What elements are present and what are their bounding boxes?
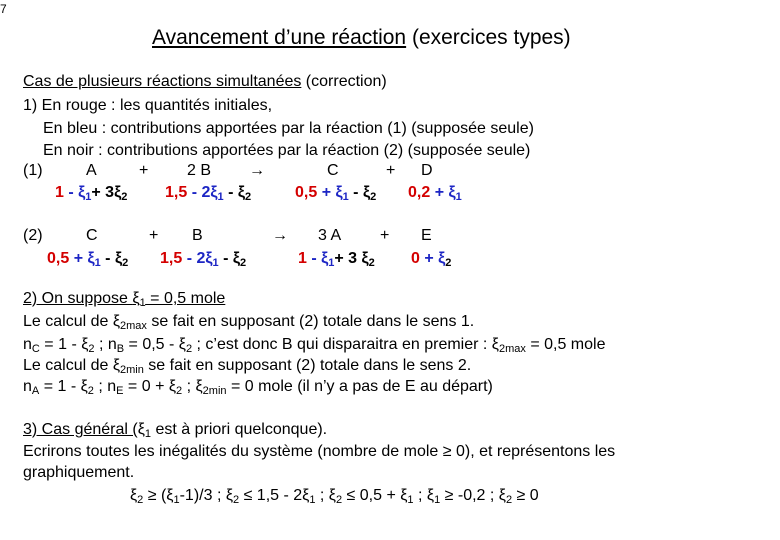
intro-line-1: 1) En rouge : les quantités initiales, <box>23 97 273 114</box>
reaction1-arrow: → <box>249 162 265 179</box>
section3-line-2: graphiquement. <box>23 464 135 481</box>
section-heading <box>23 72 387 92</box>
reaction1-species-b: 2 B <box>187 162 212 179</box>
reaction1-quantity-a: $1 - \xi_1+ 3\xi_2$ <box>55 184 128 203</box>
section2-heading: 2) On suppose $\xi_1 = 0,5$ mole <box>23 290 226 309</box>
reaction2-label: (2) <box>23 227 43 244</box>
reaction2-quantity-e: $0 + \xi_2$ <box>411 250 452 269</box>
reaction2-quantity-c: $0,5 + \xi_1 - \xi_2$ <box>47 250 129 269</box>
reaction1-species-c: C <box>327 162 339 179</box>
section2-line-4: $n_A = 1 - \xi_2$ ; $n_E = 0 + \xi_2$ ; $\xi_{2min} = 0$ mole (il n’y a pas de E au départ) <box>23 378 493 397</box>
reaction1-quantity-c: $0,5 + \xi_1 - \xi_2$ <box>295 184 377 203</box>
reaction1-species-d: D <box>421 162 433 179</box>
reaction2-species-e: E <box>421 227 432 244</box>
section-heading-suffix: (correction) <box>301 73 387 90</box>
section3-line-1: Ecrirons toutes les inégalités du système (nombre de mole ≥ 0), et représentons les <box>23 443 616 460</box>
reaction1-plus-2: + <box>386 162 396 179</box>
reaction1-label: (1) <box>23 162 43 179</box>
reaction2-arrow: → <box>272 227 288 244</box>
slide-number: 7 <box>0 2 7 16</box>
section2-line-1: Le calcul de $\xi_{2max}$ se fait en supposant (2) totale dans le sens 1. <box>23 313 475 332</box>
section2-line-3: Le calcul de $\xi_{2min}$ se fait en supposant (2) totale dans le sens 2. <box>23 357 472 376</box>
reaction1-quantity-b: $1,5 - 2\xi_1 - \xi_2$ <box>165 184 252 203</box>
title-suffix: (exercices types) <box>406 26 571 49</box>
reaction2-quantity-b: $1,5 - 2\xi_1 - \xi_2$ <box>160 250 247 269</box>
reaction2-species-a: 3 A <box>318 227 342 244</box>
section-heading-text: Cas de plusieurs réactions simultanées <box>23 73 302 90</box>
reaction1-species-a: A <box>86 162 97 179</box>
title-main: Avancement d’une réaction <box>152 26 407 49</box>
reaction2-quantity-a: $1 - \xi_1+ 3$ $\xi_2$ <box>298 250 375 269</box>
reaction2-plus-2: + <box>380 227 390 244</box>
reaction2-species-b: B <box>192 227 203 244</box>
reaction2-plus-1: + <box>149 227 159 244</box>
inequalities-line: $\xi_2 \ge (\xi_1-1)/3$ ; $\xi_2 \le 1,5 - 2\xi_1$ ; $\xi_2 \le 0,5 + \xi_1$ ; $\xi_1 \ge -0,2$ ; $\xi_2 \ge 0$ <box>130 487 539 506</box>
intro-line-3: En noir : contributions apportées par la réaction (2) (supposée seule) <box>43 142 531 159</box>
slide-title <box>152 26 571 50</box>
reaction2-species-c: C <box>86 227 98 244</box>
section2-line-2: $n_C = 1 - \xi_2$ ; $n_B = 0,5 - \xi_2$ ; c’est donc B qui disparaitra en premier : $\xi_{2max} = 0,5$ mole <box>23 336 606 355</box>
reaction1-plus-1: + <box>139 162 149 179</box>
reaction1-quantity-d: $0,2 + \xi_1$ <box>408 184 462 203</box>
section3-heading: 3) Cas général ($\xi_1$ est à priori quelconque). <box>23 421 328 440</box>
intro-line-2: En bleu : contributions apportées par la réaction (1) (supposée seule) <box>43 120 534 137</box>
